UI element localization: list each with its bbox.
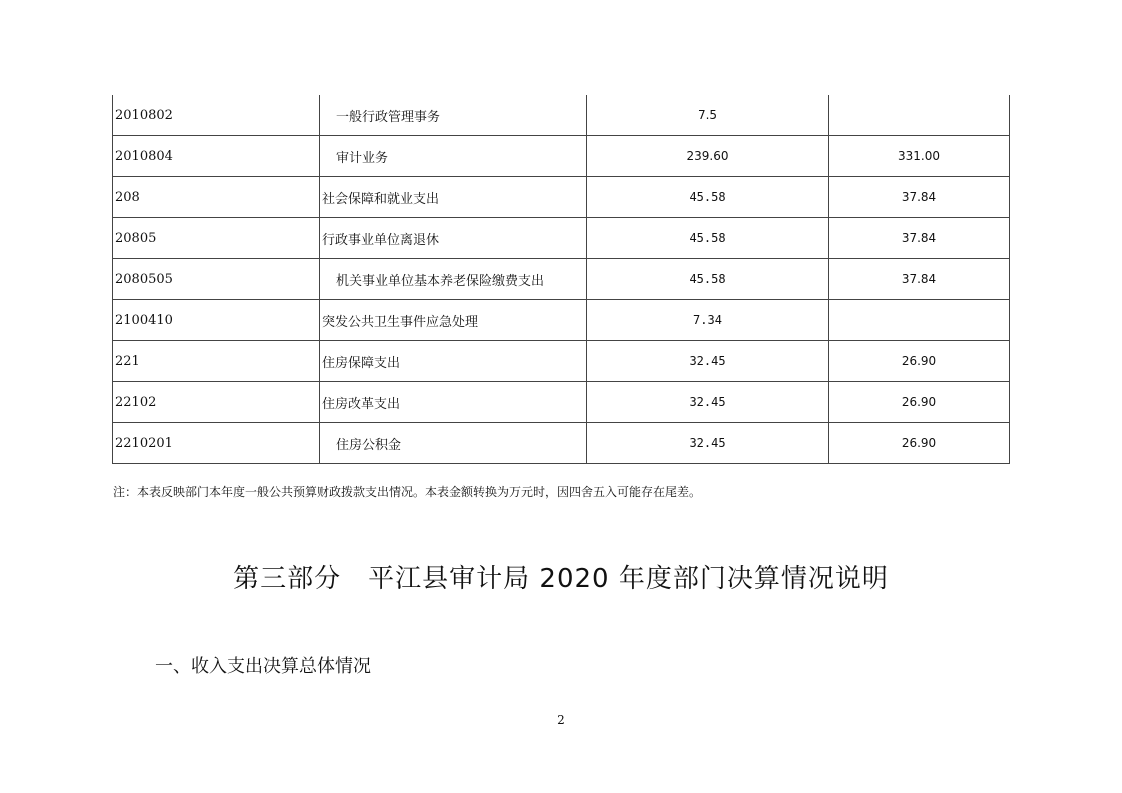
row-code: 2100410 xyxy=(113,300,320,341)
row-amount-a: 45.58 xyxy=(689,271,726,286)
table-row xyxy=(113,177,1010,218)
row-amount-b: 331.00 xyxy=(898,148,940,163)
table-row xyxy=(113,382,1010,423)
page-number: 2 xyxy=(557,713,565,727)
table-row xyxy=(113,259,1010,300)
row-code: 2210201 xyxy=(113,423,320,464)
row-amount-a: 7.5 xyxy=(697,107,718,122)
row-amount-a: 45.58 xyxy=(689,230,726,245)
table-row xyxy=(113,341,1010,382)
row-name: 机关事业单位基本养老保险缴费支出 xyxy=(336,273,545,289)
row-name: 审计业务 xyxy=(336,150,389,166)
row-amount-b: 26.90 xyxy=(901,435,937,450)
row-code: 2010802 xyxy=(113,95,320,136)
row-code: 221 xyxy=(113,341,320,382)
row-name: 住房改革支出 xyxy=(322,396,401,412)
table-row xyxy=(113,218,1010,259)
table-row xyxy=(113,300,1010,341)
row-code: 2080505 xyxy=(113,259,320,300)
row-name: 行政事业单位离退休 xyxy=(322,232,440,248)
row-code: 2010804 xyxy=(113,136,320,177)
subsection-title: 一、收入支出决算总体情况 xyxy=(155,656,371,677)
row-amount-b: 26.90 xyxy=(901,394,937,409)
row-name: 住房公积金 xyxy=(336,437,402,453)
row-name: 住房保障支出 xyxy=(322,355,401,371)
row-name: 社会保障和就业支出 xyxy=(322,191,440,207)
row-amount-a: 239.60 xyxy=(686,148,729,163)
row-name: 一般行政管理事务 xyxy=(336,109,441,125)
row-name: 突发公共卫生事件应急处理 xyxy=(322,314,479,330)
row-amount-a: 32.45 xyxy=(689,353,726,368)
row-amount-a: 7.34 xyxy=(693,312,722,327)
row-code: 22102 xyxy=(113,382,320,423)
row-amount-a: 45.58 xyxy=(689,189,726,204)
row-code: 208 xyxy=(113,177,320,218)
table-row xyxy=(113,136,1010,177)
row-code: 20805 xyxy=(113,218,320,259)
row-amount-b: 37.84 xyxy=(901,271,937,286)
row-amount-b: 37.84 xyxy=(901,230,937,245)
table-row xyxy=(113,95,1010,136)
row-amount-a: 32.45 xyxy=(689,394,726,409)
row-amount-b: 26.90 xyxy=(901,353,937,368)
expenditure-table xyxy=(112,95,1010,464)
row-amount-b: 37.84 xyxy=(901,189,937,204)
row-amount-a: 32.45 xyxy=(689,435,726,450)
table-note: 注：本表反映部门本年度一般公共预算财政拨款支出情况。本表金额转换为万元时，因四舍五入可能存在尾差。 xyxy=(113,485,702,499)
table-row xyxy=(113,423,1010,464)
section-title: 第三部分 平江县审计局 2020 年度部门决算情况说明 xyxy=(233,564,889,594)
